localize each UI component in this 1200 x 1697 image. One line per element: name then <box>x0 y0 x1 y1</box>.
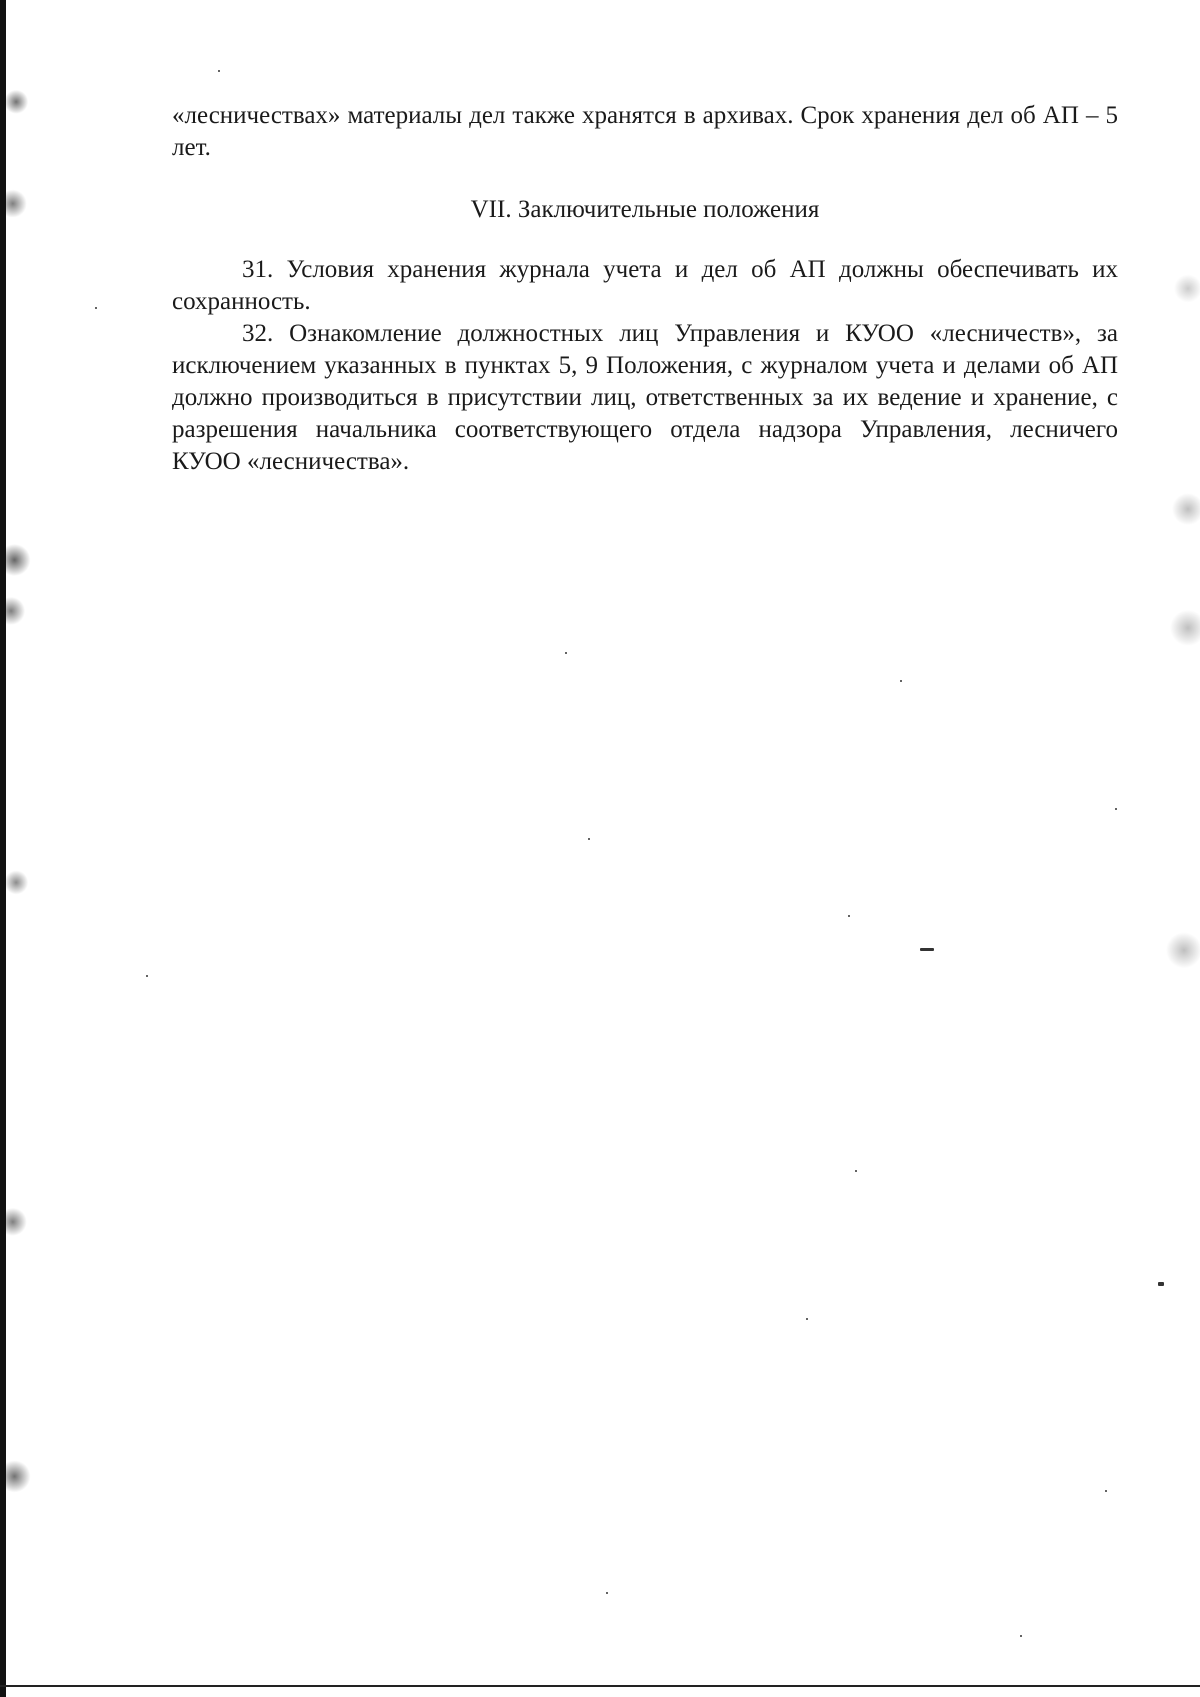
paragraph-text: Ознакомление должностных лиц Управления и КУОО «лесничеств», за исключением указанных в пунктах 5, 9 Положения, с журналом учета и делами об АП должно производиться в присутствии лиц, ответственных за их ведение и хранение, с разрешения начальника соответствующего отдела надзора Управления, лесничего КУОО «лесничества». <box>172 320 1118 475</box>
scan-noise-left <box>6 0 40 1697</box>
scan-speck <box>1158 1282 1164 1286</box>
document-body <box>172 100 1118 478</box>
scan-speck <box>588 838 590 840</box>
paragraph-number: 32. <box>242 320 274 347</box>
scan-speck <box>920 948 934 951</box>
paragraph-32 <box>172 318 1118 478</box>
continuation-paragraph: «лесничествах» материалы дел также хранятся в архивах. Срок хранения дел об АП – 5 лет. <box>172 102 1118 161</box>
scan-speck <box>146 975 148 977</box>
scan-speck <box>1020 1635 1022 1637</box>
paragraph-number: 31. <box>242 256 274 283</box>
scan-speck <box>900 680 902 682</box>
paragraph-text: Условия хранения журнала учета и дел об АП должны обеспечивать их сохранность. <box>172 256 1118 315</box>
scan-speck <box>806 1318 808 1320</box>
scan-speck <box>218 70 220 72</box>
scan-speck <box>855 1170 857 1172</box>
scan-speck <box>1105 1490 1107 1492</box>
scan-noise-right <box>1160 0 1200 1697</box>
scan-speck <box>1115 808 1117 810</box>
scan-speck <box>95 307 97 309</box>
scan-speck <box>606 1592 608 1594</box>
scan-speck <box>565 652 567 654</box>
scan-edge-bottom <box>0 1685 1200 1687</box>
section-title: VII. Заключительные положения <box>470 196 820 223</box>
paragraph-31 <box>172 254 1118 318</box>
scan-speck <box>848 915 850 917</box>
